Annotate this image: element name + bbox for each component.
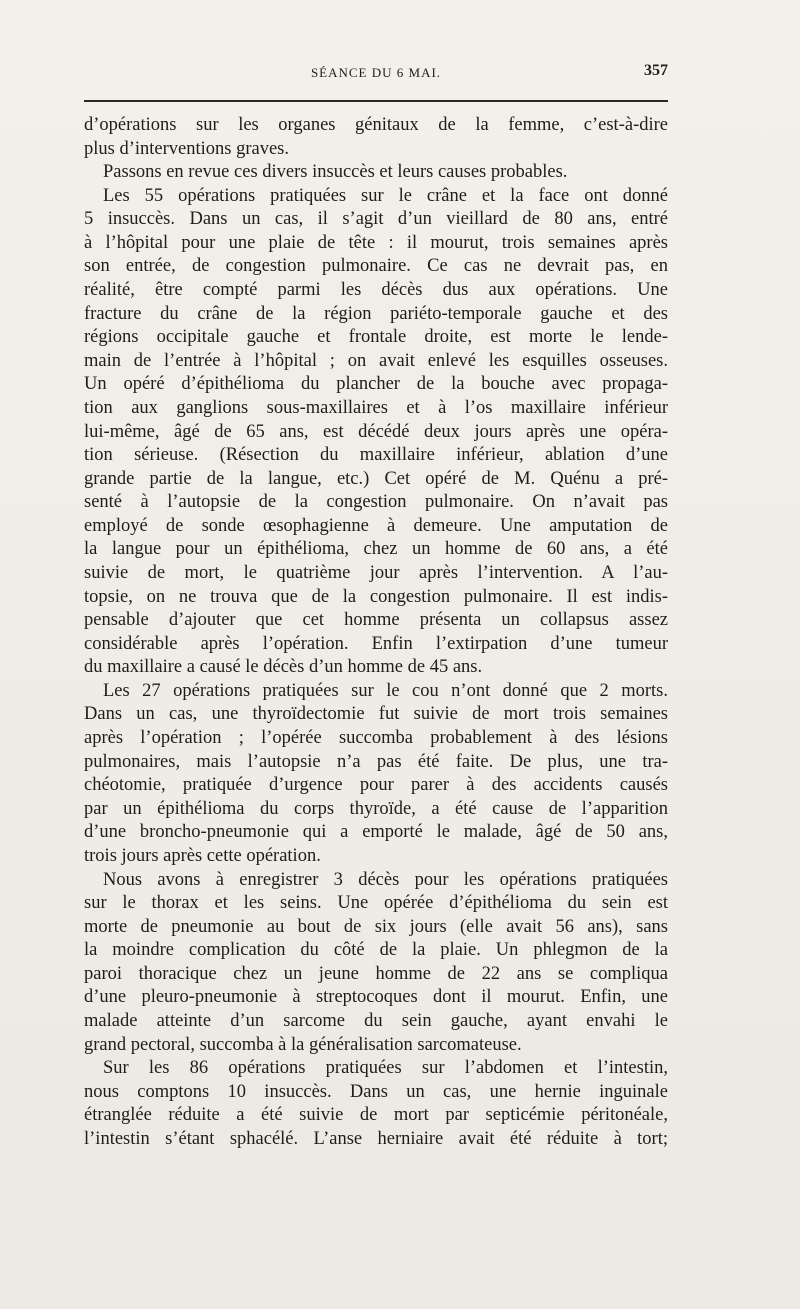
text-line: du maxillaire a causé le décès d’un homme de 45 ans. xyxy=(84,657,483,678)
text-line: d’une pleuro-pneumonie à streptocoques dont il mourut. Enfin, une xyxy=(84,987,668,1008)
text-line: par un épithélioma du corps thyroïde, a été cause de l’apparition xyxy=(84,798,668,819)
text-line: topsie, on ne trouva que de la congestion pulmonaire. Il est indis- xyxy=(84,586,668,607)
text-line: Dans un cas, une thyroïdectomie fut suivie de mort trois semaines xyxy=(84,704,668,725)
text-line: main de l’entrée à l’hôpital ; on avait enlevé les esquilles osseuses. xyxy=(84,350,668,371)
text-line: paroi thoracique chez un jeune homme de 22 ans se compliqua xyxy=(84,963,668,984)
text-line: Passons en revue ces divers insuccès et leurs causes probables. xyxy=(103,162,568,183)
text-line: chéotomie, pratiquée d’urgence pour parer à des accidents causés xyxy=(84,775,668,796)
page-number: 357 xyxy=(644,62,668,79)
text-line: Nous avons à enregistrer 3 décès pour les opérations pratiquées xyxy=(103,869,668,890)
header-rule xyxy=(84,100,668,102)
text-line: d’opérations sur les organes génitaux de la femme, c’est-à-dire xyxy=(84,115,668,135)
text-line: Sur les 86 opérations pratiquées sur l’abdomen et l’intestin, xyxy=(103,1058,668,1079)
text-line: tion sérieuse. (Résection du maxillaire inférieur, ablation d’une xyxy=(84,445,668,466)
text-line: la moindre complication du côté de la plaie. Un phlegmon de la xyxy=(84,940,668,961)
paragraph xyxy=(84,680,668,869)
text-line: plus d’interventions graves. xyxy=(84,138,289,159)
text-line: la langue pour un épithélioma, chez un homme de 60 ans, a été xyxy=(84,539,668,560)
text-line: régions occipitale gauche et frontale droite, est morte le lende- xyxy=(84,327,668,348)
paragraph xyxy=(84,869,668,1058)
text-line: senté à l’autopsie de la congestion pulmonaire. On n’avait pas xyxy=(84,492,668,513)
text-line: réalité, être compté parmi les décès dus aux opérations. Une xyxy=(84,280,668,301)
text-line: pulmonaires, mais l’autopsie n’a pas été faite. De plus, une tra- xyxy=(84,751,668,772)
running-title: SÉANCE DU 6 MAI. xyxy=(310,65,442,80)
text-line: 5 insuccès. Dans un cas, il s’agit d’un vieillard de 80 ans, entré xyxy=(84,209,668,230)
text-line: suivie de mort, le quatrième jour après l’intervention. A l’au- xyxy=(84,562,668,583)
text-line: employé de sonde œsophagienne à demeure. Une amputation de xyxy=(84,515,668,536)
paragraph xyxy=(84,1057,668,1151)
text-line: Les 27 opérations pratiquées sur le cou n’ont donné que 2 morts. xyxy=(103,680,668,701)
text-line: sur le thorax et les seins. Une opérée d’épithélioma du sein est xyxy=(84,893,668,914)
text-line: étranglée réduite a été suivie de mort par septicémie péritonéale, xyxy=(84,1105,668,1126)
text-line: tion aux ganglions sous-maxillaires et à l’os maxillaire inférieur xyxy=(84,397,668,418)
text-line: considérable après l’opération. Enfin l’extirpation d’une tumeur xyxy=(84,633,668,654)
body-text xyxy=(84,114,668,1151)
text-line: nous comptons 10 insuccès. Dans un cas, une hernie inguinale xyxy=(84,1081,668,1102)
text-line: Les 55 opérations pratiquées sur le crâne et la face ont donné xyxy=(103,185,668,206)
text-line: après l’opération ; l’opérée succomba probablement à des lésions xyxy=(84,728,668,749)
text-line: Un opéré d’épithélioma du plancher de la bouche avec propaga- xyxy=(84,374,668,395)
text-line: malade atteinte d’un sarcome du sein gauche, ayant envahi le xyxy=(84,1010,668,1031)
text-line: grand pectoral, succomba à la généralisation sarcomateuse. xyxy=(84,1034,522,1055)
text-line: l’intestin s’étant sphacélé. L’anse herniaire avait été réduite à tort; xyxy=(84,1128,668,1149)
running-head xyxy=(84,62,668,84)
text-line: fracture du crâne de la région pariéto-temporale gauche et des xyxy=(84,303,668,324)
text-line: lui-même, âgé de 65 ans, est décédé deux jours après une opéra- xyxy=(84,421,668,442)
text-line: morte de pneumonie au bout de six jours (elle avait 56 ans), sans xyxy=(84,916,668,937)
text-line: à l’hôpital pour une plaie de tête : il mourut, trois semaines après xyxy=(84,232,668,253)
paragraph xyxy=(84,185,668,680)
text-line: trois jours après cette opération. xyxy=(84,845,321,866)
text-line: grande partie de la langue, etc.) Cet opéré de M. Quénu a pré- xyxy=(84,468,668,489)
paragraph xyxy=(84,161,668,185)
text-line: pensable d’ajouter que cet homme présenta un collapsus assez xyxy=(84,610,668,631)
paragraph xyxy=(84,114,668,161)
text-line: son entrée, de congestion pulmonaire. Ce cas ne devrait pas, en xyxy=(84,256,668,277)
text-line: d’une broncho-pneumonie qui a emporté le malade, âgé de 50 ans, xyxy=(84,822,668,843)
